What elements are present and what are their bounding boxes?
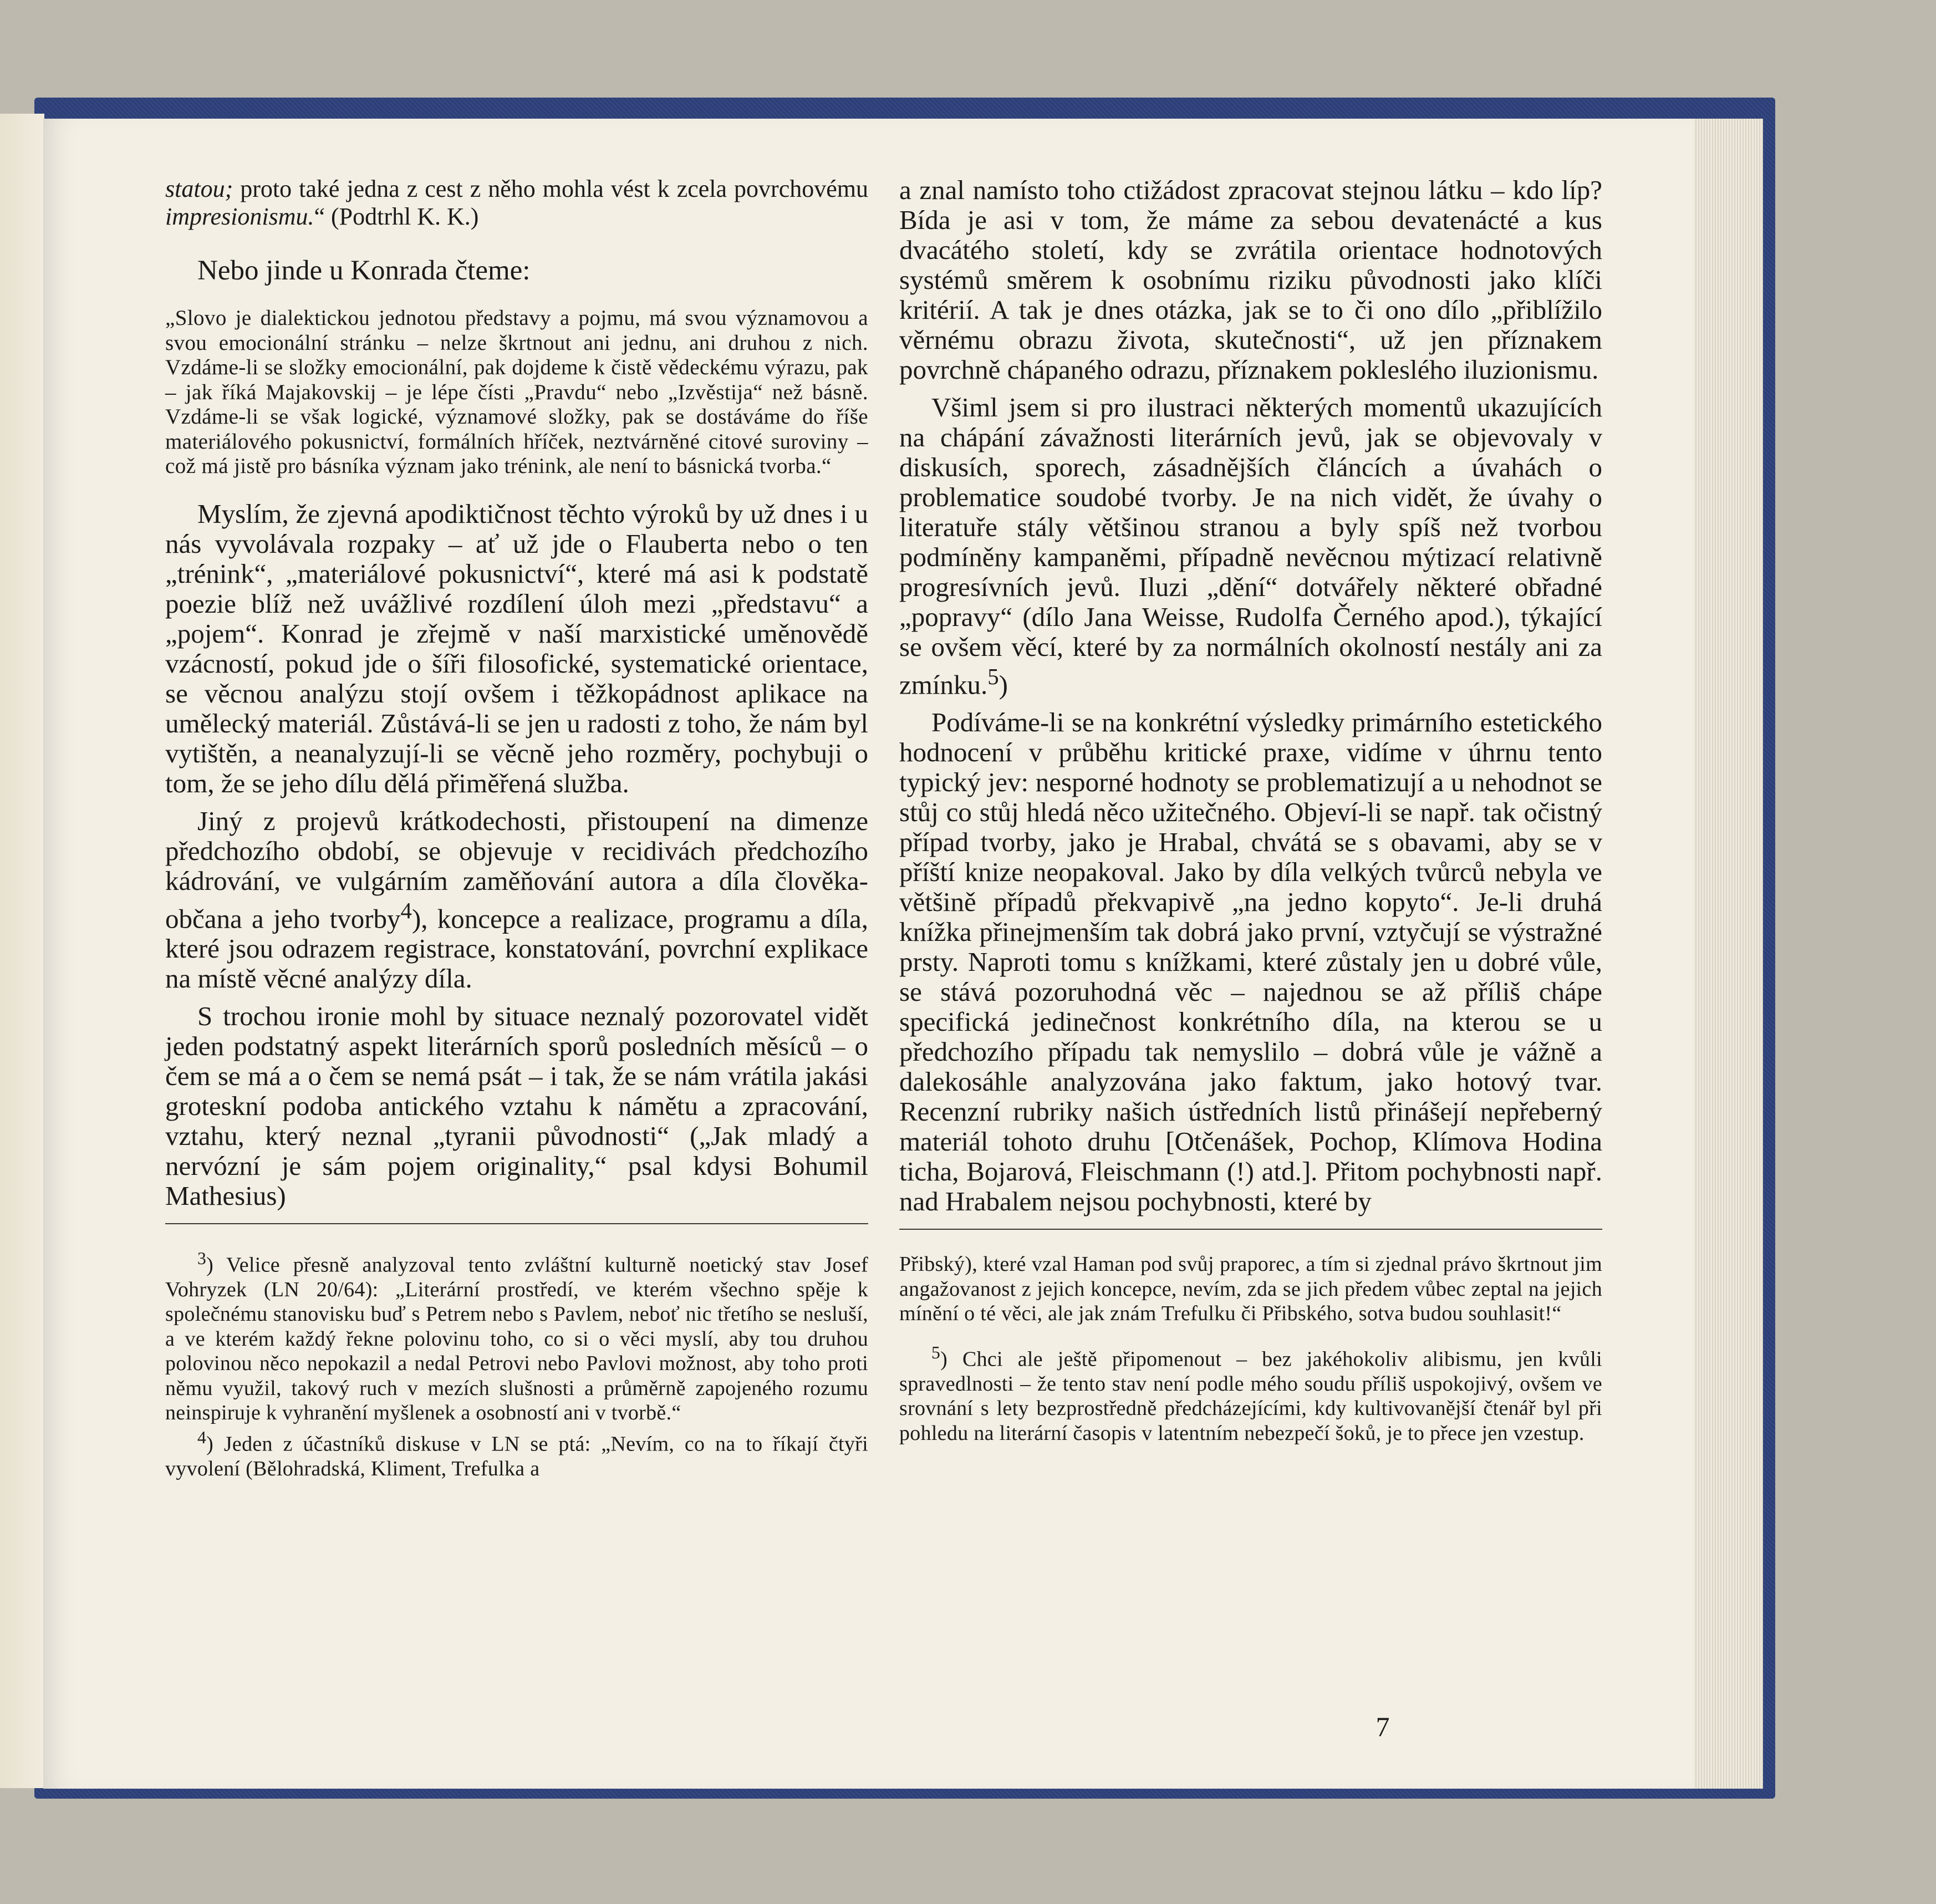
lead-text-2: “ (Podtrhl K. K.) <box>314 203 479 230</box>
footnote-ref: 5 <box>987 664 999 689</box>
paragraph-text: Jiný z projevů krátkodechosti, přistoupení na dimenze předchozího období, se objevuje v recidivách předchozího kádrování, ve vulgárním zaměňování autora a díla člověka-občana a jeho tvorby <box>165 805 868 934</box>
paragraph-text: Všiml jsem si pro ilustraci některých momentů ukazujících na chápání závažnosti literárních jevů, jak se objevovaly v diskusích, sporech, zásadnějších článcích a úvahách o problematice soudobé tvorby. Je na nich vidět, že úvahy o literatuře stály většinou stranou a byly spíš než tvorbou podmíněny kampaněmi, případně nevěcnou mýtizací relativně progresívních jevů. Iluzi „dění“ dotvářely některé obřadné „popravy“ (dílo Jana Weisse, Rudolfa Černého apod.), týkající se ovšem věcí, které by za normálních okolností nestály ani za zmínku. <box>899 392 1602 700</box>
paragraph: S trochou ironie mohl by situace neznalý pozorovatel vidět jeden podstatný aspekt literárních sporů posledních měsíců – o čem se má a o čem se nemá psát – i tak, že se nám vrátila jakási groteskní podoba antického vztahu k námětu a zpracování, vztahu, který neznal „tyranii původnosti“ („Jak mladý a nervózní je sám pojem originality,“ psal kdysi Bohumil Mathesius) <box>165 1000 868 1211</box>
footnote-number: 3 <box>197 1248 207 1268</box>
footnote-text: ) Jeden z účastníků diskuse v LN se ptá: „Nevím, co na to říkají čtyři vyvolení (Bělohradská, Kliment, Trefulka a <box>165 1432 868 1481</box>
section-intro: Nebo jinde u Konrada čteme: <box>197 255 531 286</box>
footnote-text: ) Chci ale ještě připomenout – bez jakéhokoliv alibismu, jen kvůli spravedlnosti – že tento stav není podle mého soudu příliš uspokojivý, ovšem ve srovnání s lety bezprostředně předcházejícími, kdy kultivovanější čtenář byl při pohledu na literární časopis v latentním nebezpečí šoků, je to přece jen vzestup. <box>899 1347 1602 1445</box>
footnote-separator <box>165 1223 868 1224</box>
paragraph-text: ), koncepce a realizace, programu a díla, které jsou odrazem registrace, konstatování, povrchní explikace na místě věcné analýzy díla. <box>165 903 868 994</box>
footnote-5 <box>899 1341 1602 1446</box>
lead-italic-2: impresionismu. <box>165 203 314 230</box>
paragraph: Myslím, že zjevná apodiktičnost těchto výroků by už dnes i u nás vyvolávala rozpaky – ať už jde o Flauberta nebo o ten „trénink“, „materiálové pokusnictví“, které má asi k podstatě poezie blíž než uvážlivé rozdílení úloh mezi „představu“ a „pojem“. Konrad je zřejmě v naší marxistické uměnovědě vzácností, pokud jde o šíři filosofické, systematické orientace, se věcnou analýzu stojí ovšem i těžkopádnost aplikace na umělecký materiál. Zůstává-li se jen u radosti z toho, že nám byl vytištěn, a neanalyzují-li se věcně jeho rozměry, pochybuji o tom, že se jeho dílu dělá přiměřená služba. <box>165 498 868 798</box>
footnote-4 <box>165 1426 868 1482</box>
footnote-text: ) Velice přesně analyzoval tento zvláštní kulturně noetický stav Josef Vohryzek (LN 20/64): „Literární prostředí, ve kterém všechno spěje k společnému stanovisku buď s Petrem nebo s Pavlem, neboť nic třetího se nesluší, a ve kterém každý řekne polovinu toho, co si o věci myslí, aby tou druhou polovinou něco nepokazil a nedal Petrovi nebo Pavlovi možnost, aby toho proti němu využil, takový ruch v mezích slušnosti a průměrně zapojeného rozumu neinspiruje k vyhranění myšlenek a osobností ani v tvorbě.“ <box>165 1253 868 1425</box>
paragraph <box>899 393 1602 700</box>
footnote-number: 5 <box>931 1342 941 1362</box>
footnote-ref: 4 <box>400 898 412 923</box>
paragraph-text: ) <box>998 669 1008 700</box>
page-edges <box>1694 119 1763 1789</box>
paragraph: Podíváme-li se na konkrétní výsledky primárního estetického hodnocení v průběhu kritické praxe, vidíme v úhrnu tento typický jev: nesporné hodnoty se problematizují a u nehodnot se stůj co stůj hledá něco užitečného. Objeví-li se např. tak očistný případ tvorby, jako je Hrabal, chvátá se s obavami, aby se v příští knize neopakoval. Jako by díla velkých tvůrců nebyla ve většině případů překvapivě „na jedno kopyto“. Je-li druhá knížka přinejmenším tak dobrá jako první, vztyčují se výstražné prsty. Naproti tomu s knížkami, které zůstaly jen u dobré vůle, se stává pozoruhodná věc – najednou se až příliš chápe specifická jedinečnost konkrétního díla, na kterou se u předchozího případu tak nemyslilo – dobrá vůle je vážně a dalekosáhle analyzována jako faktum, jako hotový tvar. Recenzní rubriky našich ústředních listů přinášejí nepřeberný materiál tohoto druhu [Otčenášek, Pochop, Klímova Hodina ticha, Bojarová, Fleischmann (!) atd.]. Přitom pochybnosti např. nad Hrabalem nejsou pochybnosti, které by <box>899 707 1602 1217</box>
lead-text: proto také jedna z cest z něho mohla vést k zcela povrchovému <box>240 175 868 202</box>
page-number: 7 <box>1375 1711 1390 1742</box>
lead-italic: statou; <box>165 175 233 202</box>
left-page-edge <box>0 114 44 1788</box>
footnote-number: 4 <box>197 1427 207 1447</box>
lead-paragraph <box>165 175 868 231</box>
right-column <box>899 175 1602 1445</box>
paragraph <box>165 806 868 994</box>
left-column <box>165 175 868 1482</box>
konrad-quote: „Slovo je dialektickou jednotou představy a pojmu, má svou významovou a svou emocionální stránku – nelze škrtnout ani jednu, ani druhou z nich. Vzdáme-li se složky emocionální, pak dojdeme k čistě vědeckému výrazu, pak – jak říká Majakovskij – je lépe čísti „Pravdu“ nebo „Izvěstija“ než básně. Vzdáme-li se však logické, významové složky, pak se dostáváme do říše materiálového pokusnictví, formálních hříček, neztvárněné citové suroviny – což má jistě pro básníka význam jako trénink, ale není to básnická tvorba.“ <box>165 306 868 478</box>
footnote-3 <box>165 1246 868 1426</box>
footnote-separator <box>899 1229 1602 1230</box>
footnote-4-continued: Přibský), které vzal Haman pod svůj praporec, a tím si zjednal právo škrtnout jim angažovanost z jejich koncepce, nevím, zda se jich předem vůbec zeptal na jejich mínění o té věci, ale jak znám Trefulku či Přibského, sotva budou souhlasit!“ <box>899 1253 1602 1326</box>
paragraph: a znal namísto toho ctižádost zpracovat stejnou látku – kdo líp? Bída je asi v tom, že máme za sebou devatenácté a kus dvacátého století, kdy se zvrátila orientace hodnotových systémů směrem k osobnímu riziku původnosti jako klíči kritérií. A tak je dnes otázka, jak se to či ono dílo „přiblížilo věrnému obrazu života, skutečnosti“, už jen příznakem povrchně chápaného odrazu, příznakem pokleslého iluzionismu. <box>899 175 1602 385</box>
